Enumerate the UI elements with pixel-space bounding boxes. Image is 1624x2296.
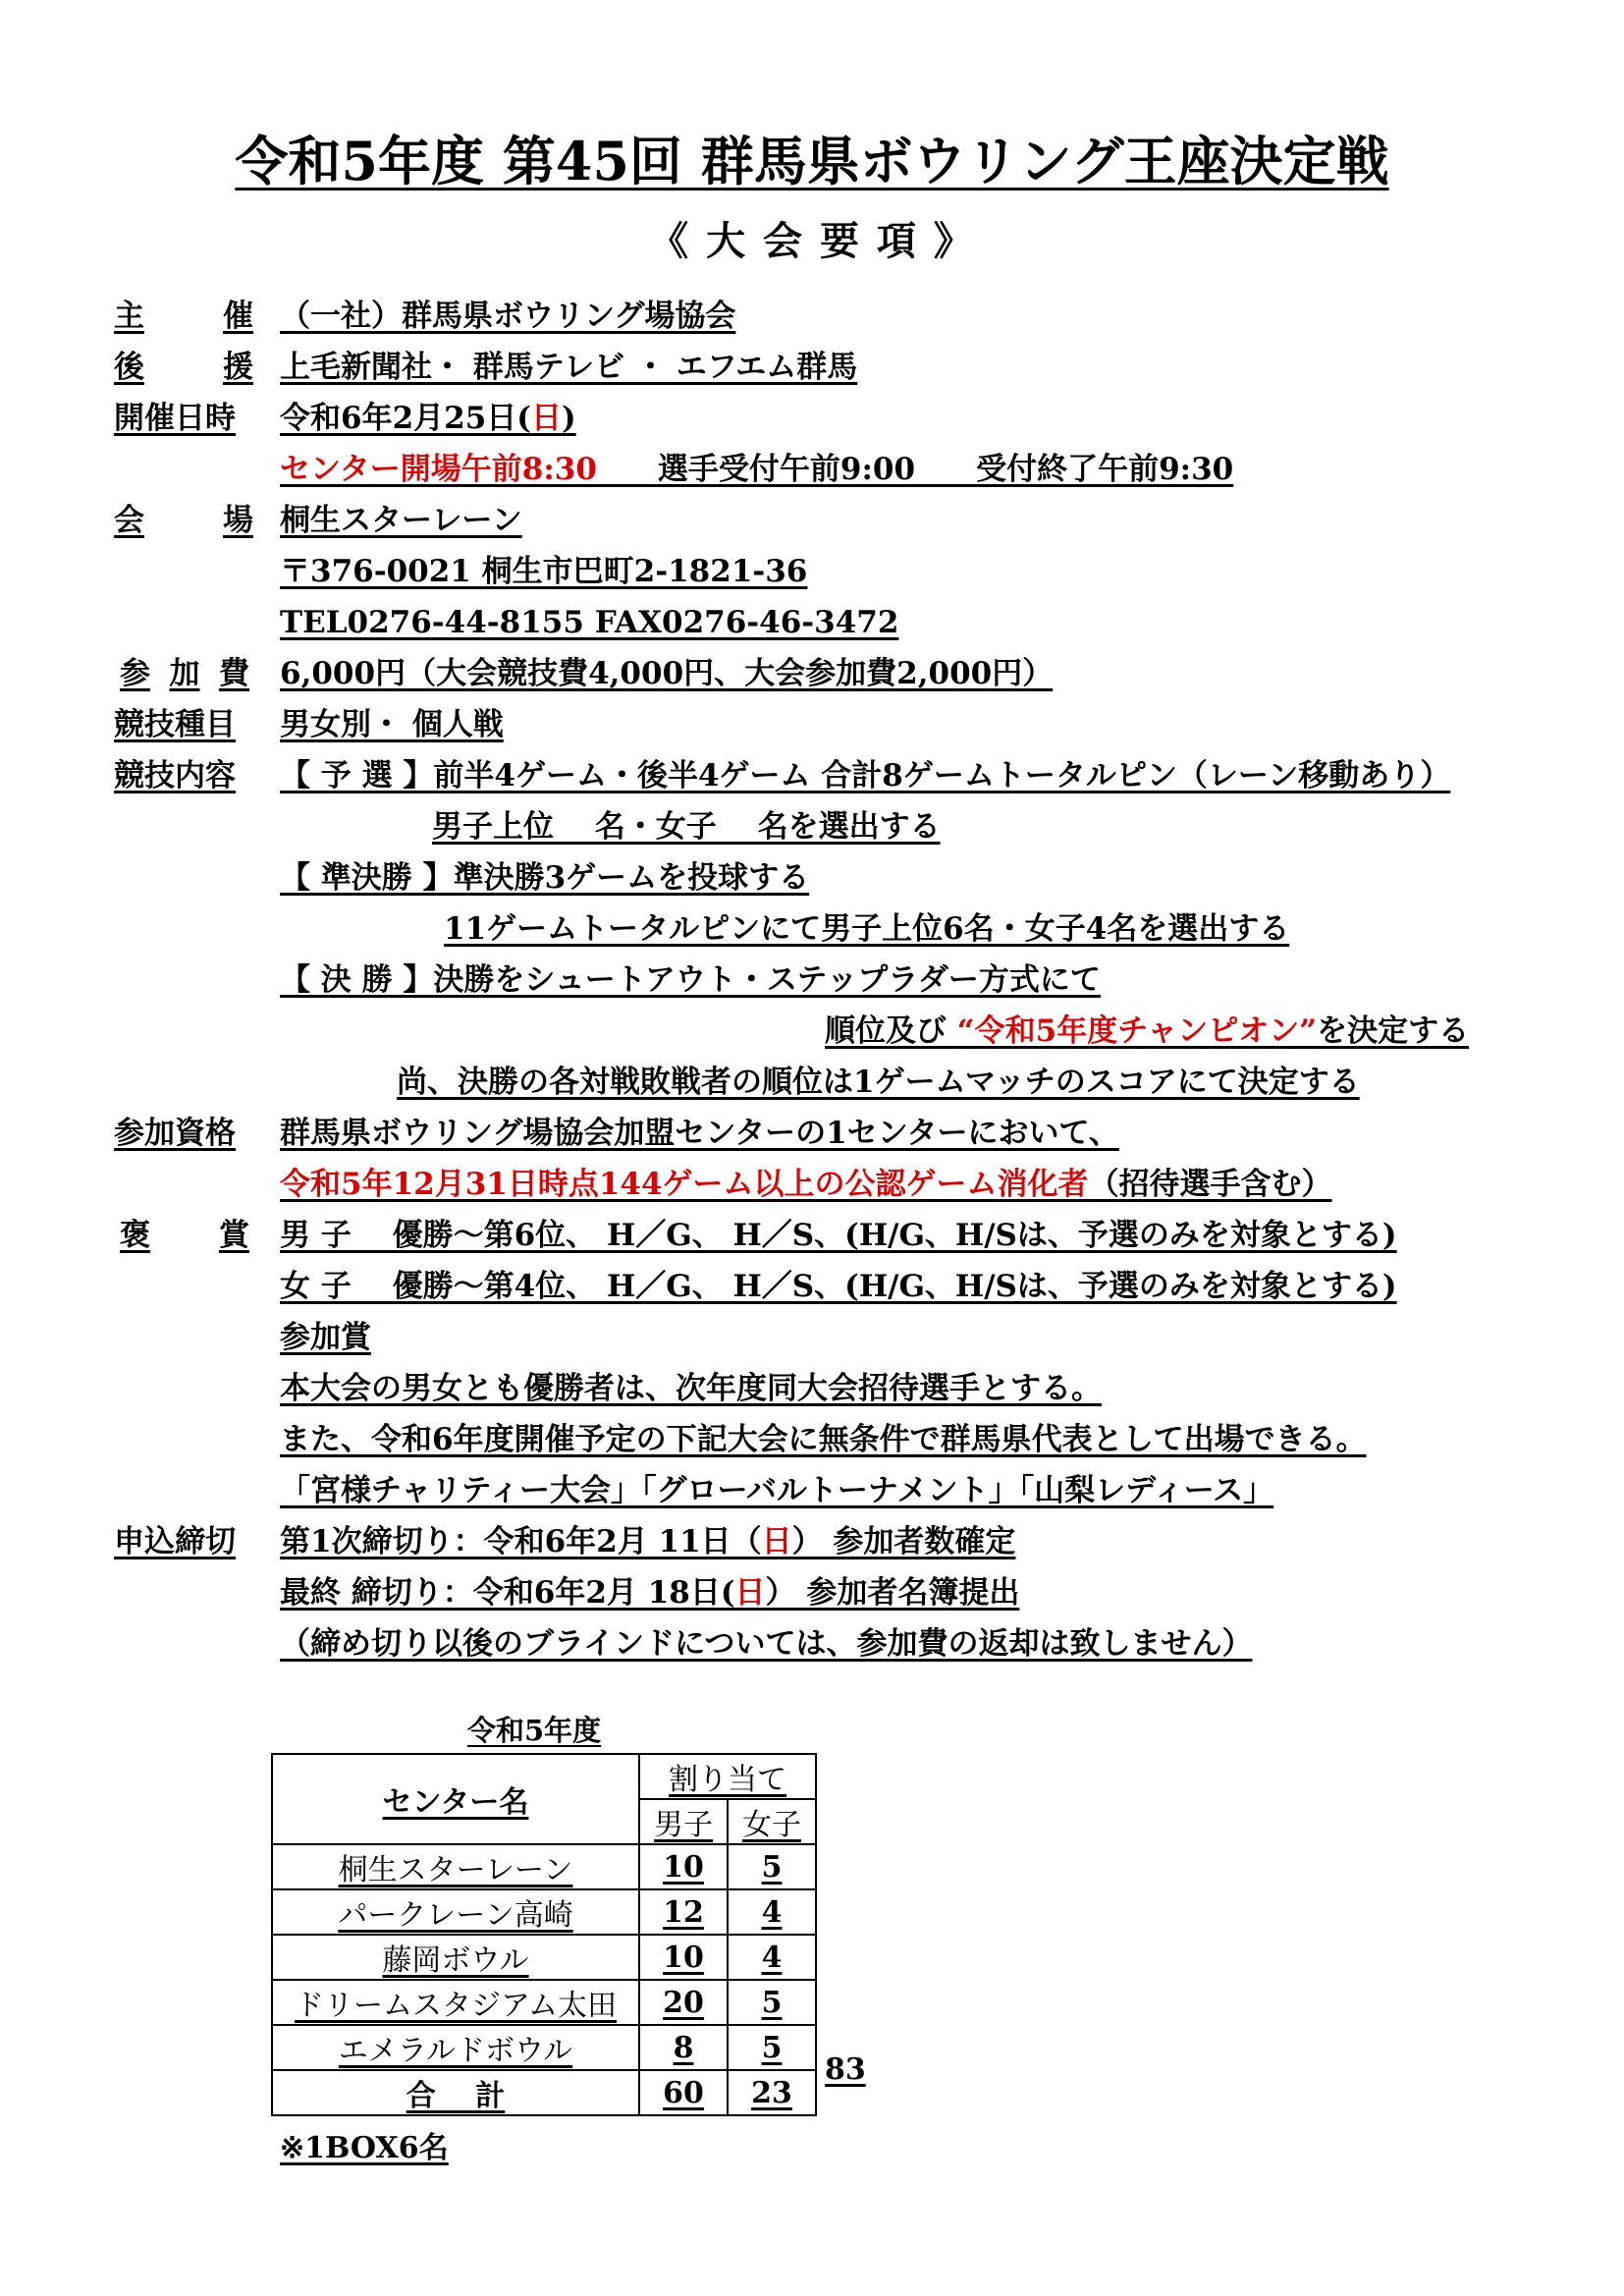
awards-rep-row: [0, 1415, 1624, 1464]
content-label: 競技内容: [114, 758, 236, 793]
table-total-row: [272, 2070, 816, 2115]
venue-name: 桐生スターレーン: [280, 503, 522, 538]
table-row: [272, 1844, 816, 1889]
center-open: センター開場午前8:30: [280, 452, 597, 487]
total-women: 23: [728, 2070, 816, 2115]
events-label: 競技種目: [114, 707, 236, 742]
men-count: 12: [639, 1889, 728, 1935]
content-final3-row: [0, 1058, 1624, 1107]
fee-value: 6,000円（大会競技費4,000円、大会参加費2,000円）: [280, 656, 1054, 691]
awards-row: [0, 1211, 1624, 1260]
page-subtitle: 《 大 会 要 項 》: [649, 218, 975, 264]
center-name: 桐生スターレーン: [272, 1844, 639, 1889]
awards-women: 女 子 優勝～第4位、 H／G、 H／S、(H/G、H/Sは、予選のみを対象とする): [280, 1269, 1397, 1304]
content-row: [0, 751, 1624, 800]
checkin-time: 選手受付午前9:00: [657, 452, 916, 487]
deadline-first-day: 日: [761, 1524, 792, 1559]
venue-address: 〒376-0021 桐生市巴町2-1821-36: [280, 554, 808, 589]
grand-total: 83: [825, 2052, 866, 2087]
total-label: 合 計: [272, 2070, 639, 2115]
header-men: 男子: [639, 1799, 728, 1844]
venue-address-row: [0, 547, 1624, 596]
content-final2-row: [0, 1007, 1624, 1056]
host-row: [0, 292, 1624, 341]
table-row: [272, 1889, 816, 1935]
support-row: [0, 343, 1624, 392]
deadline-label: 申込締切: [114, 1524, 236, 1559]
deadline-row: [0, 1517, 1624, 1566]
women-count: 4: [728, 1935, 816, 1980]
men-count: 8: [639, 2025, 728, 2070]
center-name: エメラルドボウル: [272, 2025, 639, 2070]
men-count: 20: [639, 1980, 728, 2025]
eligibility-line2: 令和5年12月31日時点144ゲーム以上の公認ゲーム消化者（招待選手含む）: [280, 1167, 1332, 1202]
eligibility-row: [0, 1109, 1624, 1158]
awards-rep: また、令和6年度開催予定の下記大会に無条件で群馬県代表として出場できる。: [280, 1422, 1367, 1457]
women-count: 4: [728, 1889, 816, 1935]
champion-text: “令和5年度チャンピオン”: [956, 1013, 1318, 1049]
eligibility-label: 参加資格: [114, 1116, 236, 1151]
center-name: ドリームスタジアム太田: [272, 1980, 639, 2025]
fee-row: [0, 649, 1624, 698]
content-semi-row: [0, 853, 1624, 902]
eligibility-line2-row: [0, 1160, 1624, 1209]
women-count: 5: [728, 2025, 816, 2070]
content-final2: 順位及び “令和5年度チャンピオン”を決定する: [825, 1013, 1470, 1049]
eligibility-requirement: 令和5年12月31日時点144ゲーム以上の公認ゲーム消化者: [280, 1167, 1089, 1202]
date-label: 開催日時: [114, 401, 236, 436]
events-row: [0, 700, 1624, 749]
date-times-row: [0, 445, 1624, 494]
events-value: 男女別・ 個人戦: [280, 707, 504, 742]
men-count: 10: [639, 1844, 728, 1889]
content-final: 【 決 勝 】決勝をシュートアウト・ステップラダー方式にて: [280, 962, 1101, 998]
footnote: ※1BOX6名: [280, 2131, 449, 2165]
deadline-final-day: 日: [734, 1575, 766, 1611]
table-row: [272, 1935, 816, 1980]
fee-label: 参 加 費: [120, 656, 249, 691]
center-name: パークレーン高崎: [272, 1889, 639, 1935]
venue-label: 会 場: [114, 503, 253, 538]
allocation-table: [271, 1753, 817, 2116]
center-name: 藤岡ボウル: [272, 1935, 639, 1980]
table-row: [272, 2025, 816, 2070]
support-value: 上毛新聞社・ 群馬テレビ ・ エフエム群馬: [280, 350, 858, 385]
header-center-name: センター名: [272, 1754, 639, 1844]
awards-women-row: [0, 1262, 1624, 1311]
awards-events-row: [0, 1466, 1624, 1515]
men-count: 10: [639, 1935, 728, 1980]
deadline-final: 最終 締切り：令和6年2月 18日(日） 参加者名簿提出: [280, 1575, 1020, 1611]
support-label: 後 援: [114, 350, 253, 385]
host-value: （一社）群馬県ボウリング場協会: [280, 299, 736, 334]
content-prelim2: 男子上位 名・女子 名を選出する: [432, 809, 941, 845]
table-row: [272, 1980, 816, 2025]
awards-invite: 本大会の男女とも優勝者は、次年度同大会招待選手とする。: [280, 1371, 1102, 1406]
checkin-end: 受付終了午前9:30: [976, 452, 1234, 487]
venue-row: [0, 496, 1624, 545]
header-allocation: 割り当て: [639, 1754, 816, 1799]
table-year-label: 令和5年度: [467, 1714, 602, 1747]
awards-events: 「宮様チャリティー大会」「グローバルトーナメント」「山梨レディース」: [280, 1473, 1274, 1508]
awards-men: 男 子 優勝～第6位、 H／G、 H／S、(H/G、H/Sは、予選のみを対象とする): [280, 1218, 1397, 1253]
total-men: 60: [639, 2070, 728, 2115]
awards-invite-row: [0, 1364, 1624, 1413]
venue-tel-row: [0, 598, 1624, 647]
content-final3: 尚、決勝の各対戦敗戦者の順位は1ゲームマッチのスコアにて決定する: [397, 1065, 1360, 1100]
date-value: 令和6年2月25日(日): [280, 401, 576, 436]
content-semi2-row: [0, 904, 1624, 954]
date-times: [280, 445, 1233, 494]
venue-tel: TEL0276-44-8155 FAX0276-46-3472: [280, 605, 899, 640]
table-header-row: [272, 1754, 816, 1799]
deadline-first: 第1次締切り：令和6年2月 11日（日） 参加者数確定: [280, 1524, 1016, 1559]
content-prelim2-row: [0, 802, 1624, 851]
host-label: 主 催: [114, 299, 253, 334]
deadline-note: （締め切り以後のブラインドについては、参加費の返却は致しません）: [280, 1626, 1253, 1662]
content-prelim: 【 予 選 】前半4ゲーム・後半4ゲーム 合計8ゲームトータルピン（レーン移動あり）: [280, 758, 1451, 793]
date-day: 日: [530, 401, 562, 436]
header-women: 女子: [728, 1799, 816, 1844]
deadline-note-row: [0, 1619, 1624, 1668]
awards-participation: 参加賞: [280, 1320, 371, 1355]
awards-participation-row: [0, 1313, 1624, 1362]
women-count: 5: [728, 1980, 816, 2025]
content-semi2: 11ゲームトータルピンにて男子上位6名・女子4名を選出する: [444, 911, 1290, 947]
content-final-row: [0, 956, 1624, 1005]
awards-label: 褒 賞: [120, 1218, 249, 1253]
deadline-final-row: [0, 1568, 1624, 1617]
date-row: [0, 394, 1624, 443]
page-title: 令和5年度 第45回 群馬県ボウリング王座決定戦: [235, 130, 1389, 192]
eligibility-line1: 群馬県ボウリング場協会加盟センターの1センターにおいて、: [280, 1116, 1119, 1151]
women-count: 5: [728, 1844, 816, 1889]
content-semi: 【 準決勝 】準決勝3ゲームを投球する: [280, 860, 810, 896]
